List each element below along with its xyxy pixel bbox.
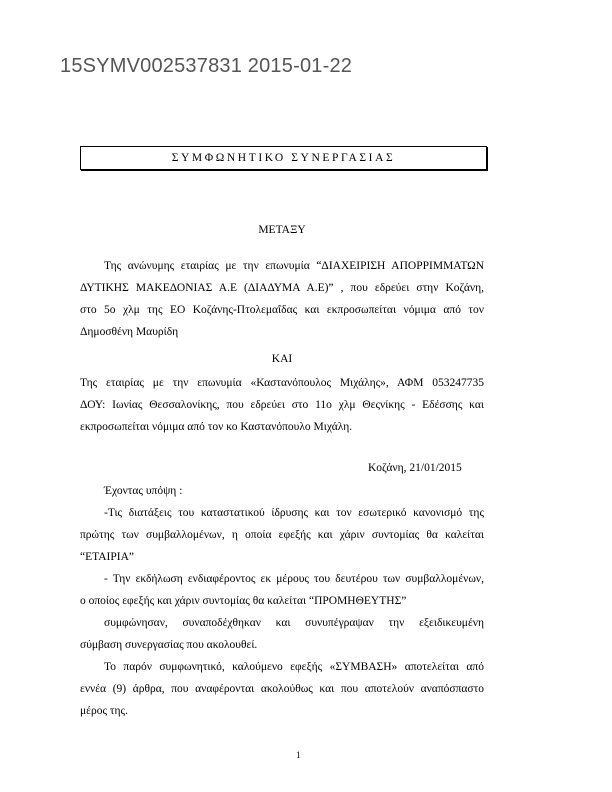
- party1-line: Της ανώνυμης εταιρίας με την επωνυμία “ΔΙΑΧΕΙΡΙΣΗ ΑΠΟΡΡΙΜΜΑΤΩΝ: [104, 260, 484, 272]
- agreed-line: συμφώνησαν, συναποδέχθηκαν και συνυπέγραψαν την εξειδικευμένη: [104, 617, 484, 629]
- agreed-line: σύμβαση συνεργασίας που ακολουθεί.: [80, 639, 258, 651]
- closing-line: εννέα (9) άρθρα, που αναφέρονται ακολούθως και που αποτελούν αναπόσπαστο: [80, 683, 484, 695]
- party1-line: στο 5ο χλμ της ΕΟ Κοζάνης-Πτολεμαΐδας και εκπροσωπείται νόμιμα από τον: [80, 304, 484, 316]
- considering-label: Έχοντας υπόψη :: [104, 485, 183, 497]
- party2-line: εκπροσωπείται νόμιμα από τον κο Καστανόπουλο Μιχάλη.: [80, 421, 353, 433]
- clause1-line: “ΕΤΑΙΡΙΑ”: [80, 551, 135, 563]
- page-number: 1: [296, 750, 301, 760]
- and-heading: ΚΑΙ: [271, 353, 293, 365]
- party1-line: ΔΥΤΙΚΗΣ ΜΑΚΕΔΟΝΙΑΣ Α.Ε (ΔΙΑΔΥΜΑ Α.Ε)” , που εδρεύει στην Κοζάνη,: [80, 282, 484, 294]
- closing-line: μέρος της.: [80, 705, 128, 717]
- clause2-line: - Την εκδήλωση ενδιαφέροντος εκ μέρους του δευτέρου των συμβαλλομένων,: [104, 573, 484, 585]
- clause1-line: πρώτης των συμβαλλομένων, η οποία εφεξής και χάριν συντομίας θα καλείται: [80, 529, 484, 541]
- between-heading: ΜΕΤΑΞΥ: [258, 224, 306, 236]
- closing-line: Το παρόν συμφωνητικό, καλούμενο εφεξής «ΣΥΜΒΑΣΗ» αποτελείται από: [104, 661, 484, 673]
- clause2-line: ο οποίος εφεξής και χάριν συντομίας θα καλείται “ΠΡΟΜΗΘΕΥΤΗΣ”: [80, 595, 407, 607]
- place-date: Κοζάνη, 21/01/2015: [368, 462, 462, 474]
- party2-line: Της εταιρίας με την επωνυμία «Καστανόπουλος Μιχάλης», ΑΦΜ 053247735: [80, 377, 484, 389]
- document-stamp: 15SYMV002537831 2015-01-22: [60, 55, 353, 77]
- party2-line: ΔΟΥ: Ιωνίας Θεσσαλονίκης, που εδρεύει στο 11ο χλμ Θεςνίκης - Εδέσσης και: [80, 399, 484, 411]
- document-title: ΣΥΜΦΩΝΗΤΙΚΟ ΣΥΝΕΡΓΑΣΙΑΣ: [80, 146, 487, 170]
- party1-line: Δημοσθένη Μαυρίδη: [80, 326, 179, 338]
- clause1-line: -Τις διατάξεις του καταστατικού ίδρυσης και τον εσωτερικό κανονισμό της: [104, 507, 484, 519]
